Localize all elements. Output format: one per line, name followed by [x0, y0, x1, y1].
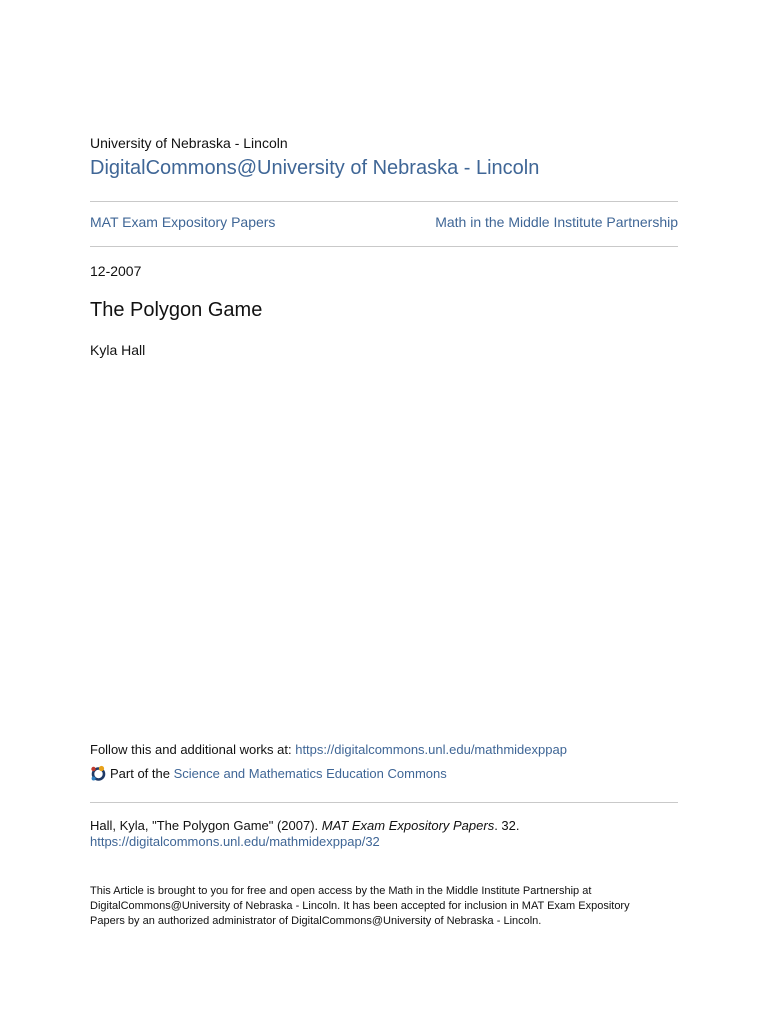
divider-top	[90, 201, 678, 202]
commons-link[interactable]: Science and Mathematics Education Commons	[173, 766, 447, 781]
author-name: Kyla Hall	[90, 342, 146, 358]
repository-link[interactable]: DigitalCommons@University of Nebraska - Lincoln	[90, 157, 540, 179]
program-link[interactable]: Math in the Middle Institute Partnership	[435, 214, 678, 230]
institution-name: University of Nebraska - Lincoln	[90, 135, 288, 151]
publication-date: 12-2007	[90, 263, 142, 279]
series-link[interactable]: MAT Exam Expository Papers	[90, 214, 276, 230]
article-title: The Polygon Game	[90, 299, 263, 321]
network-commons-icon	[90, 765, 107, 782]
citation-suffix: . 32.	[494, 818, 520, 833]
follow-label: Follow this and additional works at:	[90, 742, 296, 757]
part-of-line	[90, 765, 447, 782]
citation-journal: MAT Exam Expository Papers	[321, 818, 495, 833]
citation-url-link[interactable]: https://digitalcommons.unl.edu/mathmidexppap/32	[90, 834, 380, 849]
citation	[90, 818, 680, 850]
part-of-label: Part of the	[110, 766, 170, 781]
divider-bottom	[90, 246, 678, 247]
access-notice: This Article is brought to you for free and open access by the Math in the Middle Institute Partnership at DigitalCommons@University of Nebraska - Lincoln. It has been accepted for inclusion in MAT Exam Expository Papers by an authorized administrator of DigitalCommons@University of Nebraska - Lincoln.	[90, 885, 630, 927]
citation-prefix: Hall, Kyla, "The Polygon Game" (2007).	[90, 818, 322, 833]
follow-line	[90, 742, 567, 757]
divider-footer	[90, 802, 678, 803]
follow-url-link[interactable]: https://digitalcommons.unl.edu/mathmidexppap	[295, 742, 567, 757]
